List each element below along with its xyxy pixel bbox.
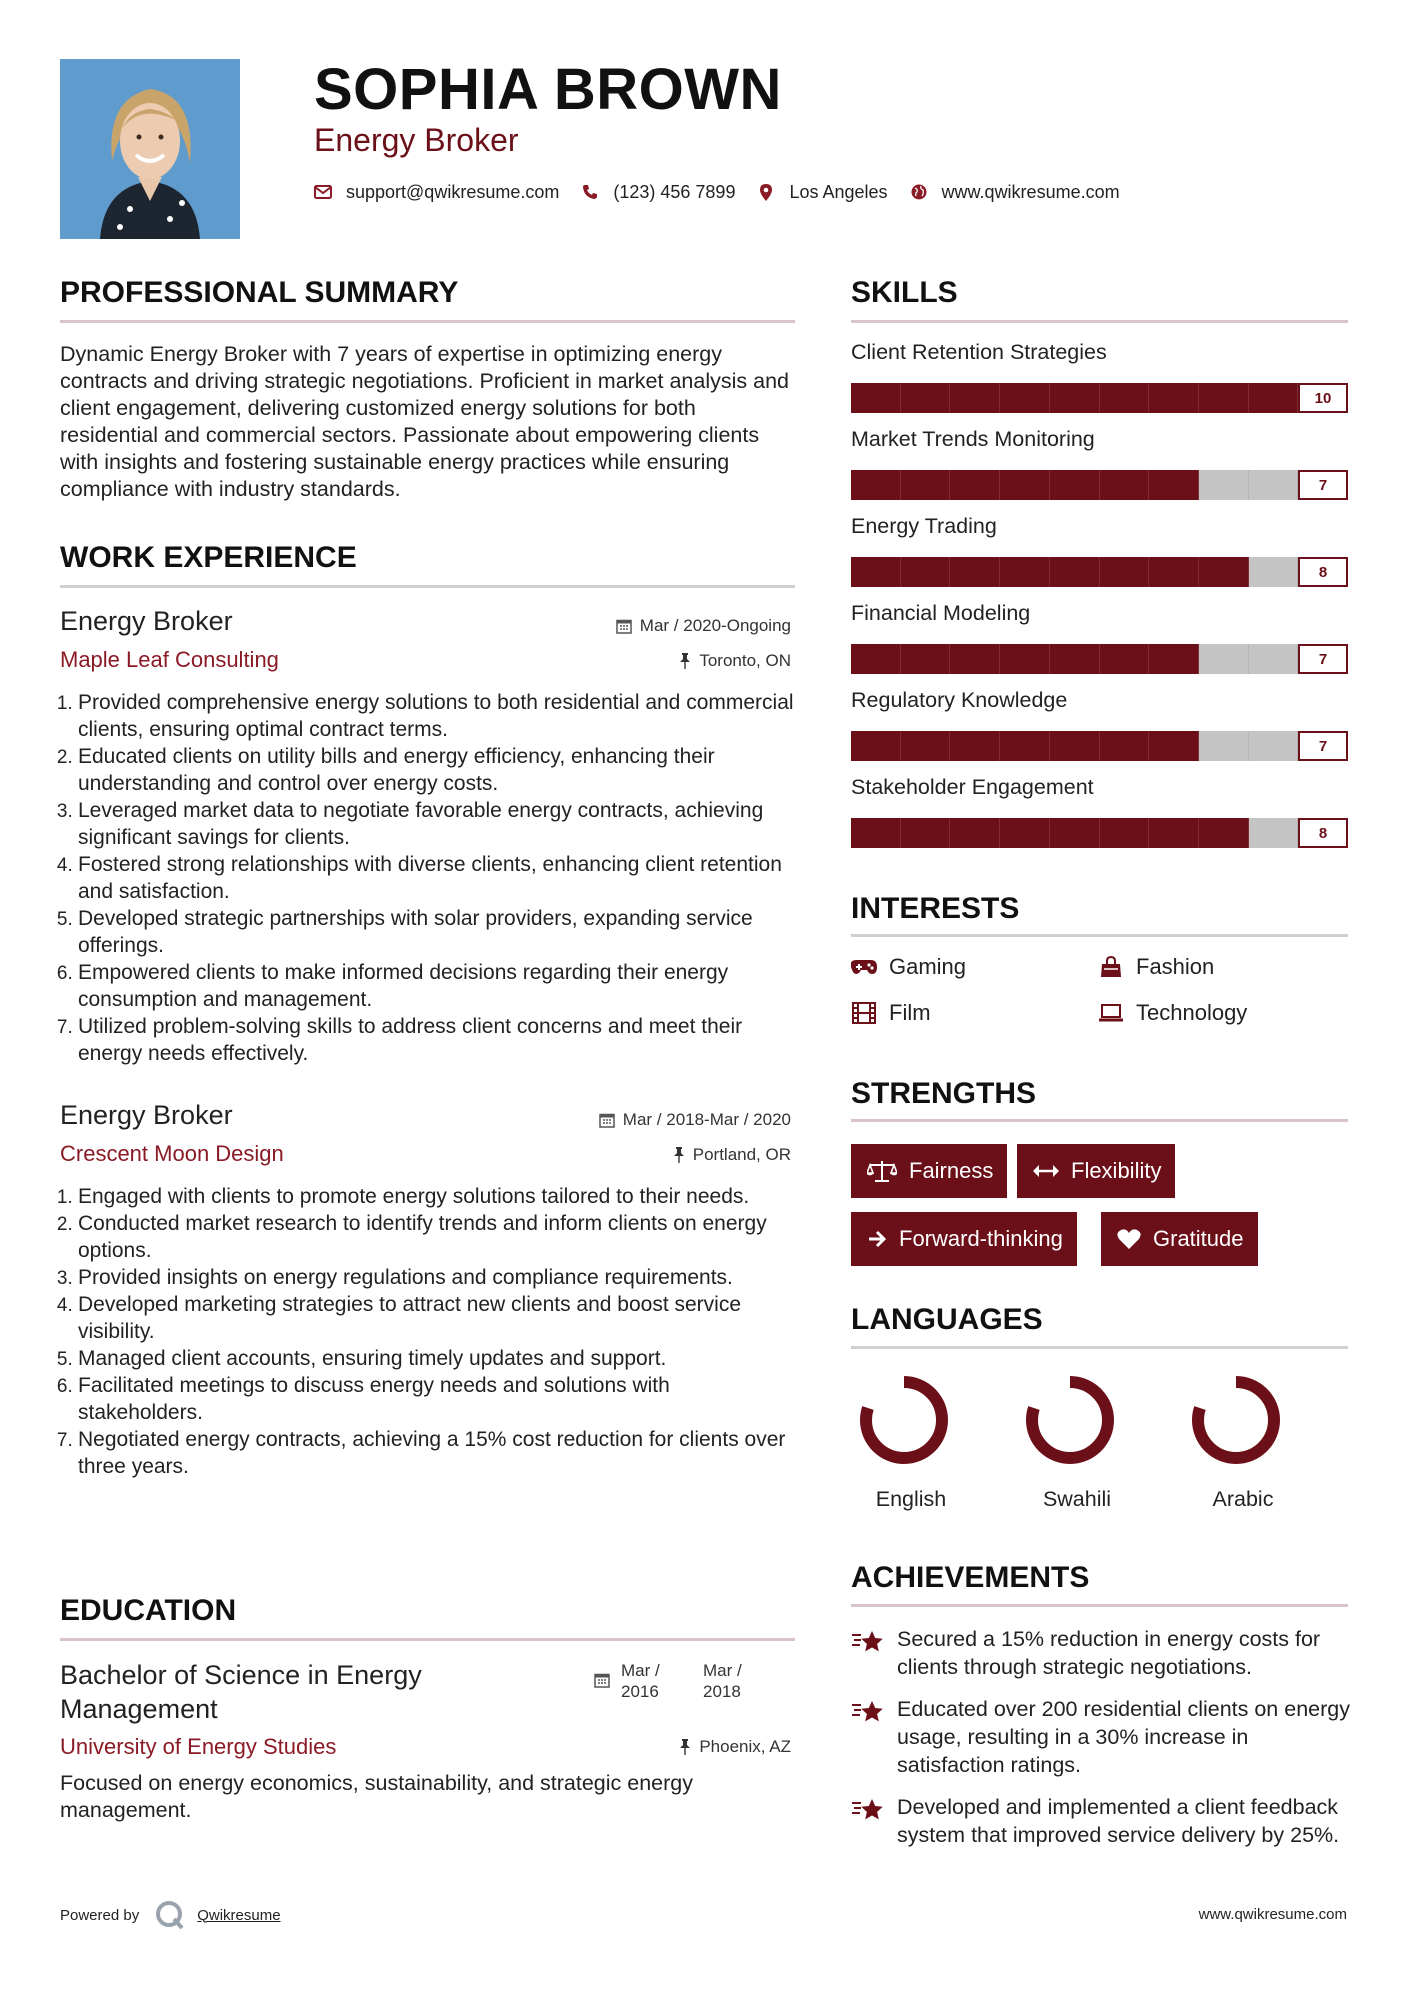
summary-heading: PROFESSIONAL SUMMARY	[60, 276, 459, 309]
achievement-text: Educated over 200 residential clients on energy usage, resulting in a 30% increase in satisfaction ratings.	[897, 1697, 1350, 1777]
list-item: 6. Empowered clients to make informed decisions regarding their energy consumption and management.	[78, 959, 798, 1013]
job-bullets	[60, 1183, 798, 1480]
list-item: 7. Utilized problem-solving skills to address client concerns and meet their energy needs effectively.	[78, 1013, 798, 1067]
list-item: 2. Educated clients on utility bills and energy efficiency, enhancing their understanding and control over energy costs.	[78, 743, 798, 797]
language-ring-svg	[1188, 1372, 1284, 1468]
interest-label: Fashion	[1136, 954, 1215, 979]
list-item: 3. Leveraged market data to negotiate favorable energy contracts, achieving significant savings for clients.	[78, 797, 798, 851]
interest-item	[1098, 954, 1214, 980]
job-title: Energy Broker	[60, 606, 233, 636]
strength-label: Fairness	[909, 1158, 994, 1183]
language-ring-svg	[856, 1372, 952, 1468]
interest-item	[851, 1000, 931, 1026]
brand-link[interactable]: Qwikresume	[197, 1906, 281, 1924]
skill-bar-segment	[950, 383, 1000, 413]
achievement-text: Developed and implemented a client feedback system that improved service delivery by 25%.	[897, 1795, 1340, 1847]
skill-bar-segment	[1199, 731, 1249, 761]
job-company: Maple Leaf Consulting	[60, 647, 279, 672]
language-label: Arabic	[1212, 1487, 1274, 1511]
job-dates-text: Mar / 2018-Mar / 2020	[622, 1110, 791, 1129]
skill-bar-segment	[901, 470, 951, 500]
skill-bar-segment	[950, 470, 1000, 500]
language-ring	[856, 1372, 952, 1473]
degree-title-cont: Management	[60, 1694, 218, 1724]
phone-icon	[581, 183, 599, 201]
skill-bar-segment	[1149, 557, 1199, 587]
skill-bar	[851, 383, 1348, 413]
skill-bar-segment	[1000, 383, 1050, 413]
skills-heading: SKILLS	[851, 276, 958, 309]
job-location-text: Portland, OR	[692, 1145, 791, 1164]
education-heading: EDUCATION	[60, 1594, 237, 1627]
skill-level-badge: 7	[1298, 470, 1348, 500]
skill-bar-segment	[901, 818, 951, 848]
skill-bar-segment	[1050, 731, 1100, 761]
skill-item	[851, 340, 1348, 427]
laptop-icon	[1098, 1002, 1124, 1024]
skill-bar-segment	[950, 818, 1000, 848]
skill-bar	[851, 731, 1348, 761]
skill-bar-segment	[1100, 557, 1150, 587]
education-end	[703, 1660, 742, 1702]
skill-bar-segment	[1199, 470, 1249, 500]
skill-bar-segment	[1249, 731, 1299, 761]
school-name: University of Energy Studies	[60, 1734, 337, 1759]
skill-bar-segment	[1000, 470, 1050, 500]
job-company: Crescent Moon Design	[60, 1141, 284, 1166]
language-ring-svg	[1022, 1372, 1118, 1468]
education-start-month: Mar /	[621, 1661, 660, 1680]
skill-bar-segment	[851, 470, 901, 500]
skill-bar-segment	[1149, 644, 1199, 674]
list-item: 5. Managed client accounts, ensuring timely updates and support.	[78, 1345, 798, 1372]
calendar-icon	[594, 1672, 610, 1693]
job-dates	[616, 616, 791, 636]
contact-phone: (123) 456 7899	[613, 181, 736, 202]
star-icon	[851, 1629, 885, 1681]
skill-bar-segment	[1199, 818, 1249, 848]
language-level-arc	[1198, 1382, 1274, 1458]
calendar-icon	[599, 1112, 615, 1128]
skill-bar-segment	[1149, 470, 1199, 500]
education-location	[679, 1737, 791, 1757]
strength-label: Gratitude	[1153, 1226, 1244, 1251]
list-item: 7. Negotiated energy contracts, achieving a 15% cost reduction for clients over three years.	[78, 1426, 798, 1480]
skill-bar-segment	[1050, 383, 1100, 413]
skill-bar-segment	[1050, 470, 1100, 500]
language-label: English	[875, 1487, 947, 1511]
skill-level-badge: 7	[1298, 644, 1348, 674]
list-item: 4. Developed marketing strategies to attract new clients and boost service visibility.	[78, 1291, 798, 1345]
achievements-heading: ACHIEVEMENTS	[851, 1561, 1090, 1594]
footer-website[interactable]: www.qwikresume.com	[1198, 1906, 1347, 1923]
skill-bar-segment	[1199, 383, 1249, 413]
skill-label: Client Retention Strategies	[851, 340, 1107, 364]
interest-label: Technology	[1136, 1000, 1248, 1025]
language-ring	[1022, 1372, 1118, 1473]
skill-bar-segment	[901, 557, 951, 587]
skill-bar-segment	[1050, 818, 1100, 848]
skill-bar-segment	[1149, 731, 1199, 761]
skill-bar-segment	[851, 818, 901, 848]
education-start-year: 2016	[621, 1682, 659, 1701]
achievement-item	[851, 1793, 1351, 1849]
powered-by-text: Powered by	[60, 1906, 140, 1924]
skill-bar-segment	[1249, 470, 1299, 500]
contact-location: Los Angeles	[789, 181, 888, 202]
education-end-month: Mar /	[703, 1661, 742, 1680]
strength-chip	[1101, 1212, 1258, 1266]
skill-label: Financial Modeling	[851, 601, 1031, 625]
job-bullets	[60, 689, 798, 1067]
languages-heading: LANGUAGES	[851, 1303, 1043, 1336]
pushpin-icon	[679, 1739, 691, 1755]
language-label: Swahili	[1042, 1487, 1112, 1511]
gamepad-icon	[851, 956, 877, 978]
interests-divider	[851, 934, 1348, 937]
achievements-divider	[851, 1604, 1348, 1607]
experience-heading: WORK EXPERIENCE	[60, 541, 357, 574]
skill-bar-segment	[1100, 644, 1150, 674]
strengths-divider	[851, 1119, 1348, 1122]
interest-label: Film	[889, 1000, 931, 1025]
skill-bar-segment	[901, 644, 951, 674]
skill-bar-segment	[1149, 383, 1199, 413]
language-level-arc	[866, 1382, 942, 1458]
interest-item	[851, 954, 966, 980]
star-icon	[851, 1797, 885, 1849]
skill-bar-segment	[1000, 644, 1050, 674]
list-item: 6. Facilitated meetings to discuss energy needs and solutions with stakeholders.	[78, 1372, 798, 1426]
language-ring	[1188, 1372, 1284, 1473]
skill-bar-segment	[1199, 557, 1249, 587]
language-level-arc	[1032, 1382, 1108, 1458]
skill-bar-segment	[1050, 644, 1100, 674]
film-icon	[851, 1002, 877, 1024]
skill-item	[851, 688, 1348, 775]
skill-bar-segment	[1000, 731, 1050, 761]
skill-bar-segment	[1000, 557, 1050, 587]
skill-bar-segment	[901, 383, 951, 413]
job-location	[673, 1145, 791, 1165]
balance-scale-icon	[867, 1160, 897, 1182]
strength-chip	[851, 1144, 1007, 1198]
pushpin-icon	[679, 653, 691, 669]
list-item: 1. Engaged with clients to promote energy solutions tailored to their needs.	[78, 1183, 798, 1210]
skill-bar-segment	[1050, 557, 1100, 587]
shopping-bag-icon	[1098, 956, 1124, 978]
list-item: 5. Developed strategic partnerships with solar providers, expanding service offerings.	[78, 905, 798, 959]
footer-powered-by	[60, 1900, 281, 1930]
pushpin-icon	[673, 1147, 685, 1163]
achievement-item	[851, 1695, 1351, 1779]
arrows-horizontal-icon	[1033, 1164, 1059, 1178]
strength-label: Flexibility	[1071, 1158, 1162, 1183]
skill-bar-segment	[1199, 644, 1249, 674]
skill-bar-segment	[1249, 818, 1299, 848]
skill-bar-segment	[851, 557, 901, 587]
education-divider	[60, 1638, 795, 1641]
skill-bar-segment	[1000, 818, 1050, 848]
profile-photo	[60, 59, 240, 239]
languages-divider	[851, 1346, 1348, 1349]
job-title: Energy Broker	[60, 1100, 233, 1130]
education-end-year: 2018	[703, 1682, 741, 1701]
globe-icon	[910, 183, 928, 201]
skill-bar	[851, 470, 1348, 500]
skill-bar-segment	[851, 644, 901, 674]
experience-divider	[60, 585, 795, 588]
list-item: 4. Fostered strong relationships with diverse clients, enhancing client retention and satisfaction.	[78, 851, 798, 905]
skill-item	[851, 427, 1348, 514]
skill-bar-segment	[1149, 818, 1199, 848]
strength-chip	[851, 1212, 1077, 1266]
achievement-text: Secured a 15% reduction in energy costs for clients through strategic negotiations.	[897, 1627, 1321, 1679]
skills-list	[851, 340, 1348, 862]
skill-bar	[851, 644, 1348, 674]
skill-bar-segment	[851, 383, 901, 413]
skill-bar-segment	[1249, 644, 1299, 674]
skill-bar-segment	[1249, 557, 1299, 587]
arrow-right-icon	[867, 1229, 887, 1249]
skill-bar-segment	[901, 731, 951, 761]
skill-bar-segment	[1100, 731, 1150, 761]
skill-item	[851, 775, 1348, 862]
interests-heading: INTERESTS	[851, 892, 1020, 925]
candidate-title: Energy Broker	[314, 122, 519, 158]
education-description: Focused on energy economics, sustainability, and strategic energy management.	[60, 1771, 694, 1822]
list-item: 2. Conducted market research to identify trends and inform clients on energy options.	[78, 1210, 798, 1264]
education-location-text: Phoenix, AZ	[699, 1737, 791, 1756]
list-item: 1. Provided comprehensive energy solutions to both residential and commercial clients, ensuring optimal contract terms.	[78, 689, 798, 743]
heart-icon	[1117, 1229, 1141, 1250]
skill-label: Regulatory Knowledge	[851, 688, 1068, 712]
strengths-heading: STRENGTHS	[851, 1077, 1037, 1110]
skill-bar-segment	[950, 731, 1000, 761]
skill-level-badge: 8	[1298, 557, 1348, 587]
skill-bar-segment	[1249, 383, 1299, 413]
skill-level-badge: 7	[1298, 731, 1348, 761]
skill-level-badge: 10	[1298, 383, 1348, 413]
achievement-item	[851, 1625, 1351, 1681]
calendar-icon	[616, 618, 632, 634]
skill-item	[851, 514, 1348, 601]
interest-label: Gaming	[889, 954, 967, 979]
summary-text: Dynamic Energy Broker with 7 years of expertise in optimizing energy contracts and driving strategic negotiations. Proficient in market analysis and client engagement, delivering customized energy solutions for both residential and commercial sectors. Passionate about empowering clients with insights and fostering sustainable energy practices while ensuring compliance with industry standards.	[60, 342, 789, 501]
education-start	[621, 1660, 660, 1702]
job-location-text: Toronto, ON	[699, 651, 791, 670]
strength-label: Forward-thinking	[899, 1226, 1063, 1251]
summary-divider	[60, 320, 795, 323]
interest-item	[1098, 1000, 1247, 1026]
candidate-name: SOPHIA BROWN	[314, 57, 782, 122]
skill-bar-segment	[1100, 470, 1150, 500]
envelope-icon	[314, 183, 332, 201]
map-marker-icon	[757, 183, 775, 201]
skill-bar-segment	[851, 731, 901, 761]
skill-bar-segment	[1100, 818, 1150, 848]
skills-divider	[851, 320, 1348, 323]
job-location	[679, 651, 791, 671]
skill-level-badge: 8	[1298, 818, 1348, 848]
skill-label: Stakeholder Engagement	[851, 775, 1094, 799]
strength-chip	[1017, 1144, 1175, 1198]
skill-label: Market Trends Monitoring	[851, 427, 1095, 451]
list-item: 3. Provided insights on energy regulations and compliance requirements.	[78, 1264, 798, 1291]
star-icon	[851, 1699, 885, 1779]
contact-bar	[314, 178, 1142, 206]
skill-bar	[851, 818, 1348, 848]
skill-bar	[851, 557, 1348, 587]
degree-title: Bachelor of Science in Energy	[60, 1660, 422, 1690]
qwikresume-logo-icon	[155, 1900, 185, 1930]
contact-email[interactable]: support@qwikresume.com	[346, 181, 560, 202]
job-dates-text: Mar / 2020-Ongoing	[639, 616, 791, 635]
skill-bar-segment	[1100, 383, 1150, 413]
job-dates	[599, 1110, 791, 1130]
contact-website[interactable]: www.qwikresume.com	[941, 181, 1120, 202]
skill-label: Energy Trading	[851, 514, 997, 538]
skill-bar-segment	[950, 557, 1000, 587]
skill-bar-segment	[950, 644, 1000, 674]
skill-item	[851, 601, 1348, 688]
